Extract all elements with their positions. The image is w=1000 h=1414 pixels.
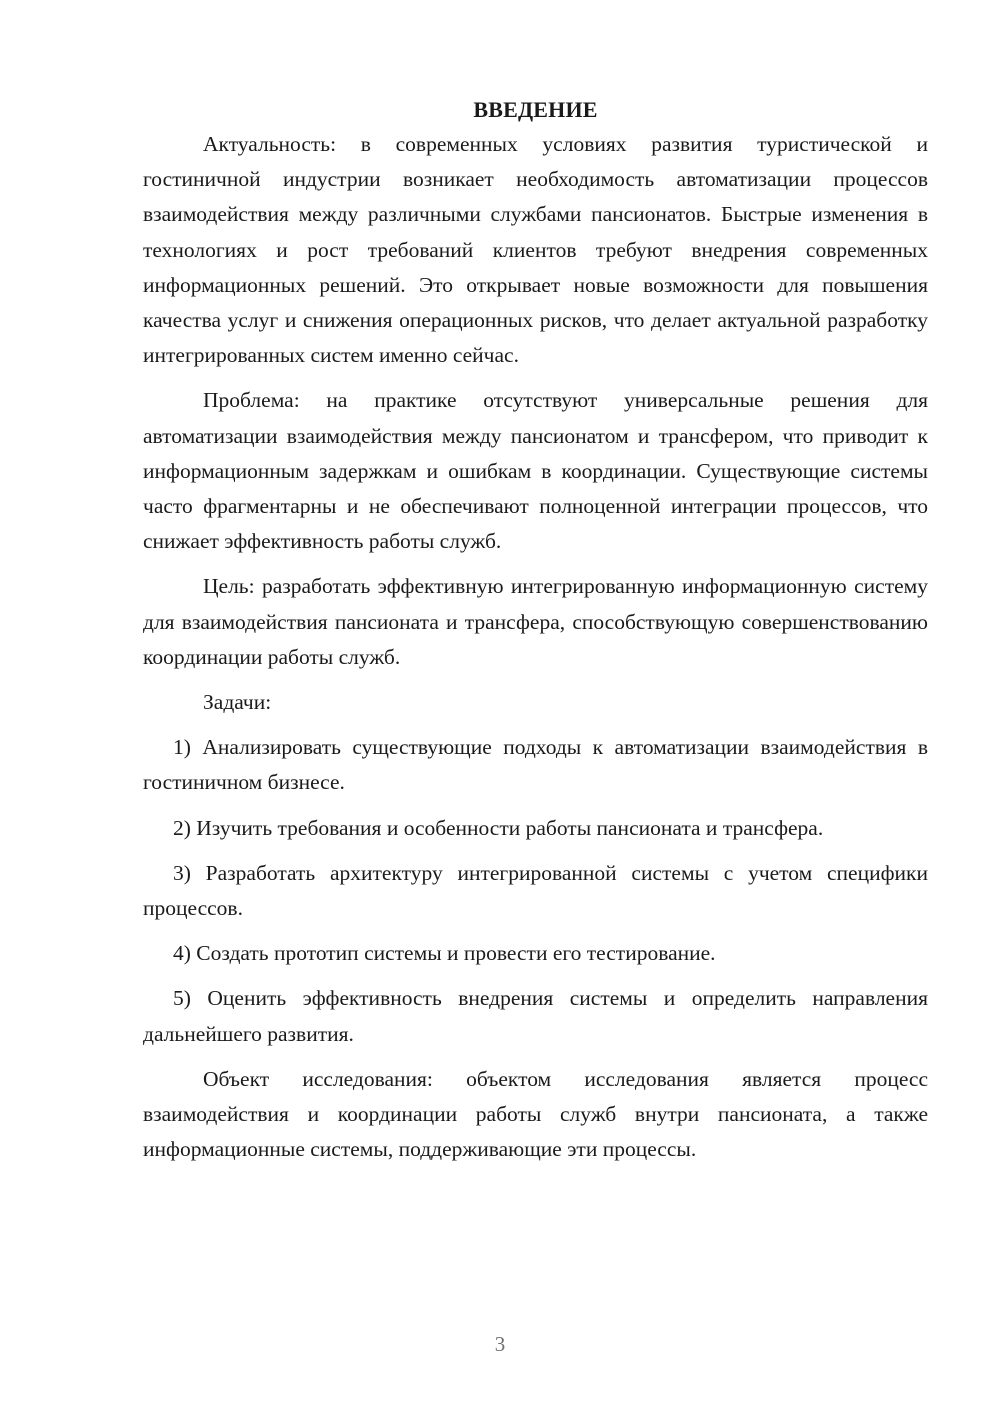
document-page [143,92,928,1167]
list-item: 3) Разработать архитектуру интегрированной системы с учетом специфики процессов. [143,860,928,921]
relevance-paragraph: Актуальность: в современных условиях развития туристической и гостиничной индустрии возникает необходимость автоматизации процессов взаимодействия между различными службами пансионатов. Быстрые изменения в технологиях и рост требований клиентов требуют внедрения современных информационных решений. Это открывает новые возможности для повышения качества услуг и снижения операционных рисков, что делает актуальной разработку интегрированных систем именно сейчас. [143,132,928,368]
problem-paragraph: Проблема: на практике отсутствуют универсальные решения для автоматизации взаимодействия между пансионатом и трансфером, что приводит к информационным задержкам и ошибкам в координации. Существующие системы часто фрагментарны и не обеспечивают полноценной интеграции процессов, что снижает эффективность работы служб. [143,388,928,554]
page-number: 3 [494,1332,506,1356]
goal-paragraph: Цель: разработать эффективную интегрированную информационную систему для взаимодействия пансионата и трансфера, способствующую совершенствованию координации работы служб. [143,574,928,669]
list-item: 4) Создать прототип системы и провести его тестирование. [173,941,716,966]
object-paragraph: Объект исследования: объектом исследования является процесс взаимодействия и координации работы служб внутри пансионата, а также информационные системы, поддерживающие эти процессы. [143,1066,928,1162]
list-item: 5) Оценить эффективность внедрения системы и определить направления дальнейшего развития. [143,986,928,1046]
list-item: 1) Анализировать существующие подходы к автоматизации взаимодействия в гостиничном бизнесе. [143,735,928,795]
list-item: 2) Изучить требования и особенности работы пансионата и трансфера. [173,815,824,840]
tasks-label: Задачи: [203,690,272,715]
page-title: ВВЕДЕНИЕ [473,97,598,122]
tasks-list [143,730,928,1052]
